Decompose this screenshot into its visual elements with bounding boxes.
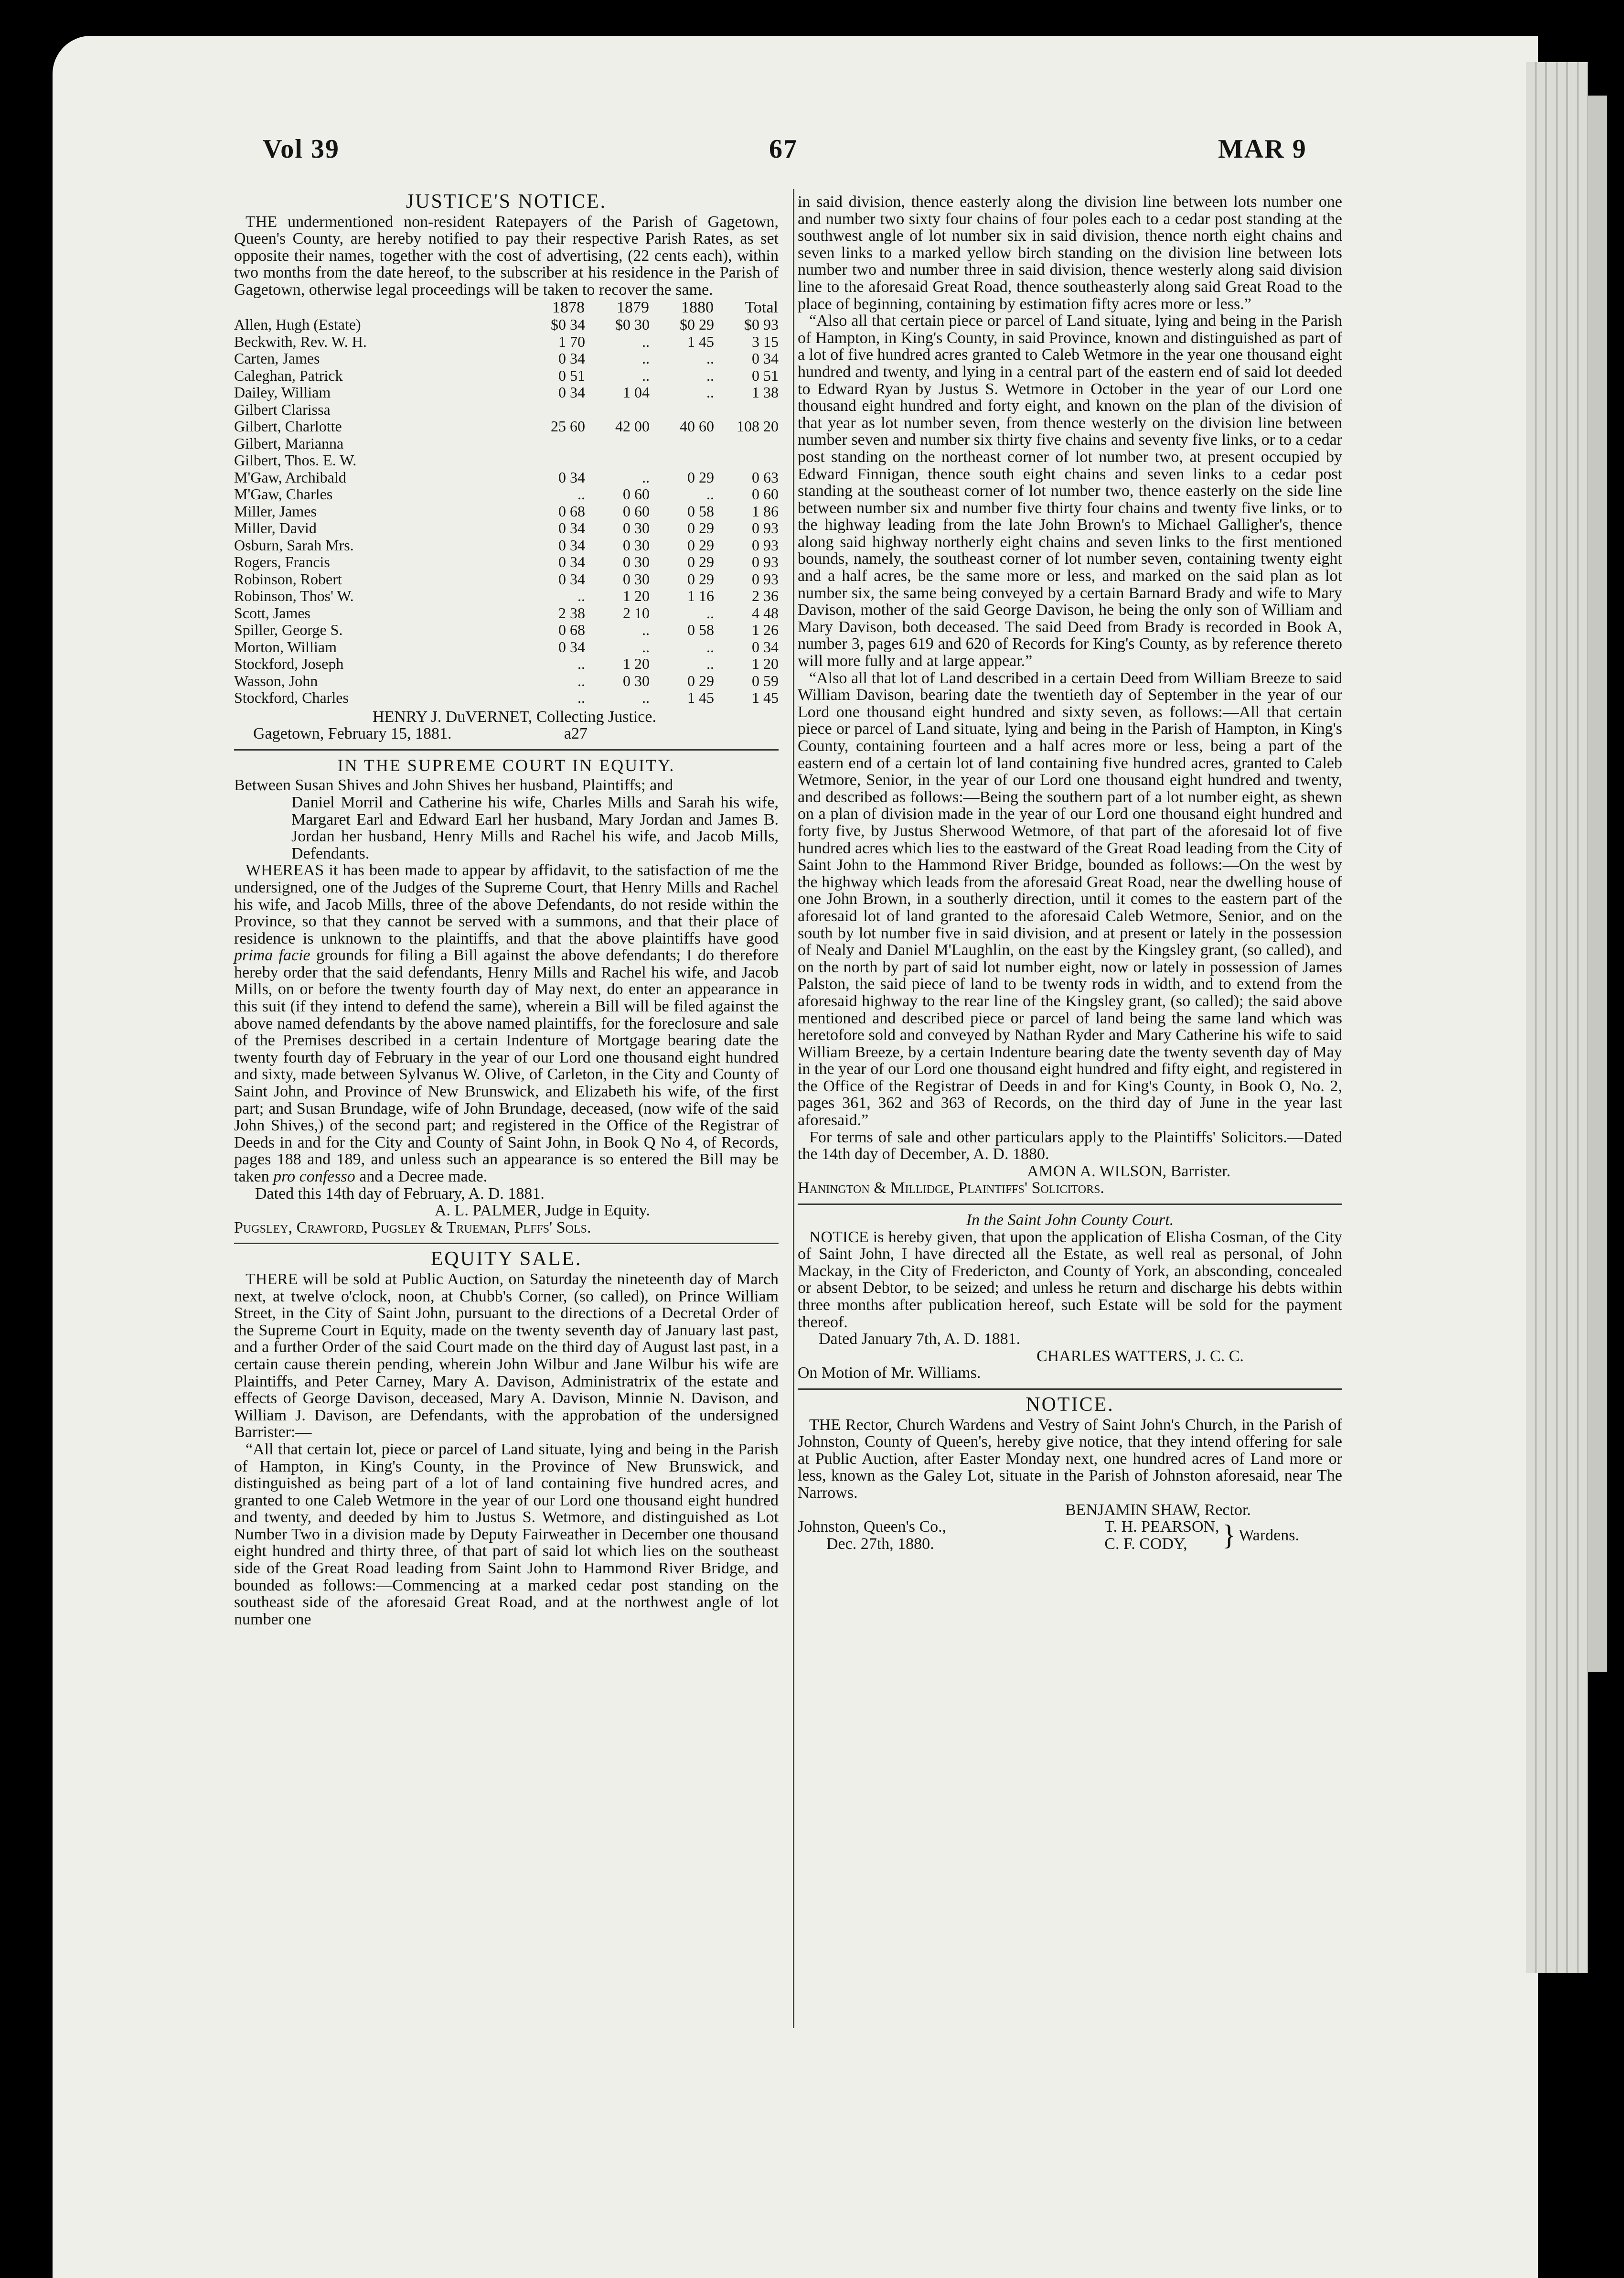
page-stack-edge-outer [1588,96,1607,1672]
whereas-text-1: WHEREAS it has been made to appear by affidavit, to the satisfaction of me the undersigned, one of the Judges of the Supreme Court, that Henry Mills and Rachel his wife, and Jacob Mills, three of the above Defendants, do not reside within the Province, so that they cannot be served with a summons, and that their place of residence is unknown to the plaintiffs, and that the above plaintiffs have good [234,861,779,947]
rate-value: 2 38 [558,604,585,622]
ratepayer-name: Miller, James [234,502,317,520]
ratepayer-name: Gilbert, Charlotte [234,418,342,435]
rate-value: 0 34 [558,638,585,655]
rate-value: .. [642,621,650,639]
rate-value: .. [706,350,714,367]
section-divider [234,749,779,751]
column-rule [793,189,794,2028]
rate-value: 0 93 [752,570,779,588]
rate-value: 0 59 [752,672,779,689]
right-column [798,193,1342,1552]
rate-value [521,401,585,419]
table-row [234,571,779,588]
page-stack-edge [1526,62,1588,1973]
rector-signature: BENJAMIN SHAW, Rector. [1065,1501,1251,1519]
page-number: 67 [769,134,798,164]
rate-value: 0 58 [687,621,714,639]
wardens-label: Wardens. [1239,1526,1299,1544]
warden-name: T. H. PEARSON, [1104,1518,1219,1536]
equity-sale [234,1248,779,1628]
table-row [234,622,779,639]
rate-value: $0 29 [680,316,714,333]
table-row [234,639,779,656]
prima-facie-term: prima facie [234,946,310,965]
rate-value: 40 60 [680,418,714,435]
table-row [234,418,779,435]
table-row [234,435,779,452]
rate-value: 0 93 [752,536,779,554]
rate-value: .. [577,587,585,605]
rate-value: 1 26 [752,621,779,639]
rate-value: 0 29 [687,570,714,588]
rate-value: 1 86 [752,502,779,520]
ratepayer-name: M'Gaw, Archibald [234,468,346,486]
wardens-names [1104,1518,1342,1552]
rate-value [585,435,650,452]
rate-value: 0 34 [558,350,585,367]
ratepayer-name: M'Gaw, Charles [234,485,333,503]
rate-value [521,452,585,469]
table-row [234,689,779,707]
column-header: 1880 [681,298,714,316]
advert-code: a27 [564,725,588,743]
rate-value: 0 93 [752,553,779,571]
rate-value: .. [642,689,650,707]
rate-value: 4 48 [752,604,779,622]
equity-dated-line: Dated this 14th day of February, A. D. 1881. [255,1184,545,1203]
table-row [234,673,779,690]
ratepayer-name: Allen, Hugh (Estate) [234,316,361,333]
equity-sale-continued [798,193,1342,1197]
county-court-dated: Dated January 7th, A. D. 1881. [819,1330,1021,1348]
rate-value: $0 93 [744,316,779,333]
rates-body [234,316,779,707]
table-row [234,537,779,554]
rate-value: 0 68 [558,621,585,639]
rate-value: 0 34 [752,638,779,655]
rate-value: 0 34 [558,384,585,401]
motion-line: On Motion of Mr. Williams. [798,1364,981,1382]
rate-value: 0 58 [687,502,714,520]
table-row [234,367,779,385]
equity-sale-paragraph-5: “Also all that lot of Land described in a certain Deed from William Breeze to said William Davison, bearing date the twentieth day of September in the year of our Lord one thousand eight hundred and sixty seven, as follows:—All that certain piece or parcel of Land situate, lying and being in the Parish of Hampton, in King's County, containing fourteen and a half acres more or less, being a part of the eastern end of a certain lot of land containing five hundred acres, granted to Caleb Wetmore, Senior, in the year of our Lord one thousand eight hundred and twenty, and described as follows:—Being the southern part of a lot number eight, as shewn on a plan of division made in the year of our Lord one thousand eight hundred and forty five, by Justus Sherwood Wetmore, of that part of the aforesaid lot of five hundred acres which lies to the eastward of the Great Road leading from the City of Saint John to the Hammond River Bridge, bounded as follows:—On the west by the highway which leads from the aforesaid Great Road, near the dwelling house of one John Brown, in a southerly direction, until it comes to the eastern part of the aforesaid lot of land granted to the aforesaid Caleb Wetmore, Senior, and on the south by lot number five in said division, and at present or lately in the possession of Nealy and Daniel M'Laughlin, on the east by the Kingsley grant, (so called), and on the north by part of said lot number eight, now or lately in possession of James Palston, the said piece of land to be twenty rods in width, and to extend from the aforesaid highway to the rear line of the Kingsley grant, (so called); the said above mentioned and described piece or parcel of land being the same land which was heretofore sold and conveyed by Nathan Ryder and Mary Catherine his wife to said William Breeze, by a certain Indenture bearing date the twenty seventh day of May in the year of our Lord one thousand eight hundred and fifty eight, and registered in the Office of the Registrar of Deeds in and for King's County, in Book O, No. 2, pages 361, 362 and 363 of Records, on the third day of June in the year last aforesaid.” [798,669,1342,1129]
supreme-court-title: IN THE SUPREME COURT IN EQUITY. [337,755,675,775]
rate-value: .. [706,638,714,655]
rate-value: 0 93 [752,519,779,537]
section-divider [234,1243,779,1244]
table-row [234,655,779,673]
rate-value: 2 10 [623,604,650,622]
equity-sale-paragraph-1: THERE will be sold at Public Auction, on Saturday the nineteenth day of March next, at twelve o'clock, noon, at Chubb's Corner, (so called), on Prince William Street, in the City of Saint John, pursuant to the directions of a Decretal Order of the Supreme Court in Equity, made on the twenty seventh day of January last past, and a further Order of the said Court made on the third day of August last past, in a certain cause therein pending, wherein John Wilbur and Jane Wilbur his wife are Plaintiffs, and Peter Carney, Mary A. Davison, Administratrix of the estate and effects of George Davison, deceased, Mary A. Davison, Minnie N. Davison, and William J. Davison, are Defendants, with the approbation of the undersigned Barrister:— [234,1270,779,1441]
rate-value: 42 00 [615,418,650,435]
ratepayer-name: Spiller, George S. [234,621,343,639]
justices-notice [234,193,779,742]
justices-notice-body: THE undermentioned non-resident Ratepayers of the Parish of Gagetown, Queen's County, are hereby notified to pay their respective Parish Rates, as set opposite their names, together with the cost of advertising, (22 cents each), within two months from the date hereof, to the subscriber at his residence in the Parish of Gagetown, otherwise legal proceedings will be taken to recover the same. [234,213,779,299]
table-row [234,486,779,503]
rate-value: 1 16 [687,587,714,605]
wardens-block [798,1518,1342,1552]
rate-value: 0 29 [687,672,714,689]
rate-value: 0 60 [752,485,779,503]
rates-table [234,299,779,707]
pro-confesso-term: pro confesso [273,1168,355,1185]
table-row [234,316,779,333]
rate-value: .. [577,655,585,673]
rate-value: 0 60 [623,485,650,503]
ratepayer-name: Gilbert, Thos. E. W. [234,451,357,469]
rate-value: 1 20 [623,587,650,605]
rate-value: .. [706,384,714,401]
whereas-paragraph [234,862,779,1185]
rate-value: .. [706,366,714,384]
rate-value: 0 34 [558,553,585,571]
table-row [234,503,779,520]
rate-value [585,401,650,419]
section-divider [798,1388,1342,1390]
judge-signature: A. L. PALMER, Judge in Equity. [435,1202,650,1220]
rate-value [650,435,714,452]
ratepayer-name: Wasson, John [234,672,318,689]
rate-value [714,401,779,419]
equity-sale-paragraph-2: “All that certain lot, piece or parcel of Land situate, lying and being in the Parish of Hampton, in King's County, in the Province of New Brunswick, and distinguished as being part of a lot of land containing five hundred acres, and granted to one Caleb Wetmore in the year of our Lord one thousand eight hundred and twenty, and deeded by him to Justus S. Wetmore, and distinguished as Lot Number Two in a division made by Deputy Fairweather in December one thousand eight hundred and thirty three, of that part of said lot which lies on the southeast side of the Great Road leading from Saint John to Hammond River Bridge, and bounded as follows:—Commencing at a marked cedar post standing on the southeast side of the aforesaid Great Road, and at the northwest angle of lot number one [234,1440,779,1628]
rate-value: .. [577,689,585,707]
ratepayer-name: Gilbert, Marianna [234,434,344,452]
date-label: MAR 9 [1218,134,1307,164]
warden-name: C. F. CODY, [1104,1535,1187,1553]
whereas-text-3: and a Decree made. [359,1168,488,1185]
notice-place: Johnston, Queen's Co., [798,1518,947,1536]
barrister-signature: AMON A. WILSON, Barrister. [1027,1162,1231,1180]
rate-value [714,435,779,452]
ratepayer-name: Rogers, Francis [234,553,330,571]
table-row [234,401,779,419]
rate-value: .. [706,655,714,673]
rate-value [714,452,779,469]
rate-value: 0 29 [687,468,714,486]
rate-value [650,401,714,419]
equity-sale-title: EQUITY SALE. [430,1248,582,1270]
rate-value: .. [706,485,714,503]
rate-value: 0 29 [687,519,714,537]
rate-value: $0 30 [615,316,650,333]
rate-value: .. [577,485,585,503]
column-header: 1879 [617,298,649,316]
plaintiffs-line: Between Susan Shives and John Shives her husband, Plaintiffs; and [234,776,673,795]
volume-label: Vol 39 [263,134,340,164]
table-row [234,333,779,351]
ratepayer-name: Beckwith, Rev. W. H. [234,333,367,350]
rate-value: 1 04 [623,384,650,401]
table-row [234,384,779,401]
rate-value: 2 36 [752,587,779,605]
rate-value: 1 45 [687,333,714,350]
rate-value: .. [642,350,650,367]
place-date-block [798,1518,946,1552]
rate-value: 0 29 [687,536,714,554]
ratepayer-name: Carten, James [234,350,320,367]
rate-value [650,452,714,469]
justices-dateline-row [234,725,779,742]
collecting-justice-signature: HENRY J. DuVERNET, Collecting Justice. [373,708,657,726]
county-court-notice [798,1212,1342,1382]
table-row [234,469,779,486]
notice-date: Dec. 27th, 1880. [826,1535,934,1553]
rate-value: 0 68 [558,502,585,520]
rate-value [521,435,585,452]
rate-value: 3 15 [752,333,779,350]
rate-value: 0 30 [623,672,650,689]
county-judge-signature: CHARLES WATTERS, J. C. C. [1036,1347,1244,1365]
rate-value: 0 63 [752,468,779,486]
ratepayer-name: Scott, James [234,604,310,622]
defendants-line: Daniel Morril and Catherine his wife, Charles Mills and Sarah his wife, Margaret Earl and Edward Earl her husband, Mary Jordan and James B. Jordan her husband, Henry Mills and Rachel his wife, and Jacob Mills, Defendants. [291,793,779,862]
rate-value: 0 34 [558,536,585,554]
rate-value: 0 34 [558,468,585,486]
table-row [234,452,779,469]
equity-sale-paragraph-4: “Also all that certain piece or parcel of Land situate, lying and being in the Parish of Hampton, in King's County, in said Province, known and distinguished as part of a lot of five hundred acres granted to Caleb Wetmore in the year one thousand eight hundred and twenty, and lying in a central part of the eastern end of said lot deeded to Edward Ryan by Justus S. Wetmore in October in the year of our Lord one thousand eight hundred and forty eight, and known on the plan of the division of that year as lot number seven, from thence westerly on the division line between number seven and number six thirty five chains and seventy five links, or to a cedar post standing on the northeast corner of lot number two, at present occupied by Edward Finnigan, thence south eight chains and seven links to a cedar post standing at the southeast corner of lot number two, thence easterly on the side line between number six and number five thirty four chains and twenty five links, or to the highway leading from the late John Brown's to Michael Galligher's, thence along said highway northerly eight chains and seven links to the first mentioned bounds, namely, the southeast corner of lot number seven, containing twenty eight and a half acres, be the same more or less, and marked on the said plan as lot number six, the same being conveyed by a certain Barnard Brady and wife to Mary Davison, mother of the said George Davison, he being the only son of William and Mary Davison, both deceased. The said Deed from Brady is recorded in Book A, number 3, pages 619 and 620 of Records for King's County, as by reference thereto will more fully and at large appear.” [798,312,1342,670]
left-column [234,193,779,1628]
rate-value [585,452,650,469]
rate-value: 1 45 [752,689,779,707]
column-header: 1878 [552,298,585,316]
rate-value: $0 34 [551,316,585,333]
rate-value: 0 51 [558,366,585,384]
brace-glyph: } [1222,1519,1236,1551]
ratepayer-name: Stockford, Charles [234,689,349,707]
equity-sale-paragraph-3: in said division, thence easterly along the division line between lots number one and number two sixty four chains of four poles each to a cedar post standing at the southwest angle of lot number six in said division, thence north eight chains and seven links to a marked yellow birch standing on the division line between lots number two and number three in said division, thence westerly along said division line to the aforesaid Great Road, thence southeasterly along said Great Road to the place of beginning, containing by estimation fifty acres more or less.” [798,193,1342,313]
table-row [234,554,779,571]
plaintiffs-solicitors: Pugsley, Crawford, Pugsley & Trueman, Plffs' Sols. [234,1218,591,1236]
county-court-body: NOTICE is hereby given, that upon the application of Elisha Cosman, of the City of Saint John, I have directed all the Estate, as well real as personal, of John Mackay, in the City of Fredericton, and County of York, an absconding, concealed or absent Debtor, to be seized; and unless he return and discharge his debts within three months after publication hereof, such Estate will be sold for the payment thereof. [798,1228,1342,1331]
rate-value: 0 29 [687,553,714,571]
rates-header-row [234,299,779,317]
ratepayer-name: Osburn, Sarah Mrs. [234,536,354,554]
rate-value: .. [642,468,650,486]
table-row [234,605,779,622]
rate-value: 0 30 [623,536,650,554]
ratepayer-name: Miller, David [234,519,317,537]
equity-sale-terms: For terms of sale and other particulars apply to the Plaintiffs' Solicitors.—Dated the 14th day of December, A. D. 1880. [798,1128,1342,1163]
rate-value: 1 70 [558,333,585,350]
rate-value: 1 20 [752,655,779,673]
column-header: Total [745,298,778,316]
ratepayer-name: Robinson, Thos' W. [234,587,354,605]
rate-value: 0 34 [558,570,585,588]
table-row [234,520,779,537]
table-row [234,588,779,605]
ratepayer-name: Robinson, Robert [234,570,342,588]
rate-value: 0 30 [623,570,650,588]
table-row [234,350,779,367]
justices-dateline: Gagetown, February 15, 1881. [253,725,452,743]
rate-value: .. [706,604,714,622]
rate-value: 1 45 [687,689,714,707]
ratepayer-name: Caleghan, Patrick [234,366,343,384]
church-notice-title: NOTICE. [1026,1393,1114,1416]
ratepayer-name: Morton, William [234,638,337,655]
rate-value: 1 38 [752,384,779,401]
rate-value: 0 30 [623,519,650,537]
rate-value: 0 60 [623,502,650,520]
rate-value: 0 51 [752,366,779,384]
church-notice-body: THE Rector, Church Wardens and Vestry of Saint John's Church, in the Parish of Johnston, County of Queen's, hereby give notice, that they intend offering for sale at Public Auction, after Easter Monday next, one hundred acres of Land more or less, known as the Galey Lot, situate in the Parish of Johnston aforesaid, near The Narrows. [798,1416,1342,1502]
justices-notice-title: JUSTICE'S NOTICE. [406,191,607,213]
rate-value: 0 34 [752,350,779,367]
rate-value: 25 60 [551,418,585,435]
whereas-text-2: grounds for filing a Bill against the above defendants; I do therefore hereby order that the said defendants, Henry Mills and Rachel his wife, and Jacob Mills, on or before the twenty fourth day of May next, do enter an appearance in this suit (if they intend to defend the same), wherein a Bill will be filed against the above named defendants by the above named plaintiffs, for the foreclosure and sale of the Premises described in a certain Indenture of Mortgage bearing date the twenty fourth day of February in the year of our Lord one thousand eight hundred and sixty, made between Sylvanus W. Olive, of Carleton, in the City and County of Saint John, and Province of New Brunswick, and Elizabeth his wife, of the first part; and Susan Brundage, wife of John Brundage, deceased, (now wife of the said John Shives,) of the second part; and registered in the Office of the Registrar of Deeds in and for the City and County of Saint John, in Book Q No 4, of Records, pages 188 and 189, and unless such an appearance is so entered the Bill may be taken [234,946,779,1185]
supreme-court-equity [234,757,779,1236]
rate-value: .. [642,366,650,384]
ratepayer-name: Gilbert Clarissa [234,400,331,418]
rate-value: 108 20 [737,418,779,435]
ratepayer-name: Stockford, Joseph [234,655,344,673]
rate-value: .. [577,672,585,689]
county-court-title: In the Saint John County Court. [966,1211,1174,1229]
rate-value: .. [642,638,650,655]
ratepayer-name: Dailey, William [234,384,331,401]
rate-value: 0 30 [623,553,650,571]
church-notice [798,1393,1342,1553]
sale-solicitors: Hanington & Millidge, Plaintiffs' Solicitors. [798,1179,1104,1197]
section-divider [798,1203,1342,1205]
rate-value: .. [642,333,650,350]
rate-value: 1 20 [623,655,650,673]
rate-value: 0 34 [558,519,585,537]
